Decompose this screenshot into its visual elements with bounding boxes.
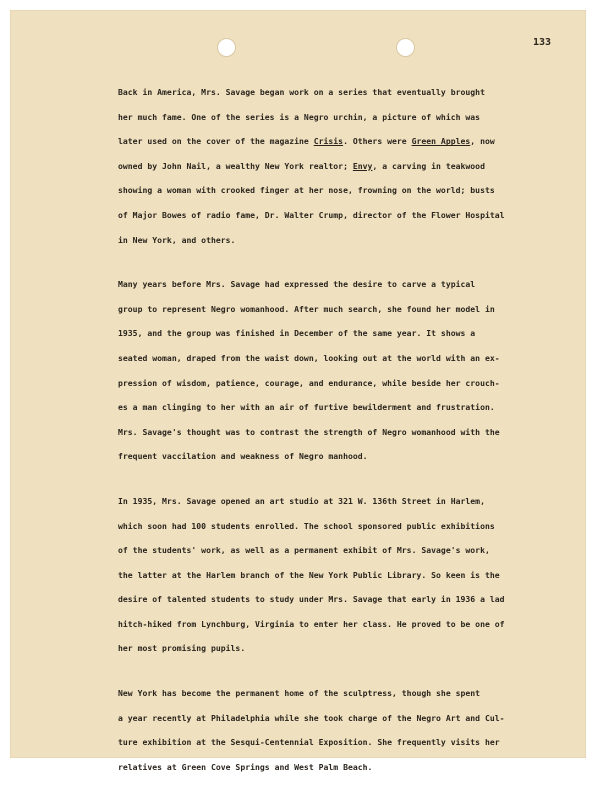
text-line: Mrs. Savage's thought was to contrast the strength of Negro womanhood with the xyxy=(118,426,500,437)
paragraph-4 xyxy=(82,681,542,779)
text-run: owned by John Nail, a wealthy New York realtor; xyxy=(118,160,353,171)
underlined-title: Green Apples xyxy=(411,136,471,147)
text-line: frequent vaccilation and weakness of Negro manhood. xyxy=(118,451,368,462)
text-run: , now xyxy=(470,136,495,147)
text-line: group to represent Negro womanhood. After much search, she found her model in xyxy=(118,303,495,314)
text-line: of the students' work, as well as a permanent exhibit of Mrs. Savage's work, xyxy=(118,545,490,556)
text-line: pression of wisdom, patience, courage, and endurance, while beside her crouch- xyxy=(118,377,500,388)
text-line: In 1935, Mrs. Savage opened an art studio at 321 W. 136th Street in Harlem, xyxy=(118,495,485,506)
text-line: her much fame. One of the series is a Negro urchin, a picture of which was xyxy=(118,111,481,122)
underlined-title: Crisis xyxy=(313,136,344,147)
underlined-title: Envy xyxy=(352,160,373,171)
text-line: 1935, and the group was finished in December of the same year. It shows a xyxy=(118,328,476,339)
text-line: desire of talented students to study under Mrs. Savage that early in 1936 a lad xyxy=(118,594,505,605)
text-run: . Others were xyxy=(343,136,412,147)
text-line: in New York, and others. xyxy=(118,234,236,245)
text-line: Back in America, Mrs. Savage began work on a series that eventually brought xyxy=(118,87,485,97)
text-line: seated woman, draped from the waist down, looking out at the world with an ex- xyxy=(118,352,500,363)
text-line: which soon had 100 students enrolled. The school sponsored public exhibitions xyxy=(118,520,495,531)
text-line: her most promising pupils. xyxy=(118,643,246,654)
text-line: hitch-hiked from Lynchburg, Virginia to enter her class. He proved to be one of xyxy=(118,618,505,629)
text-line xyxy=(82,129,542,154)
paragraph-3 xyxy=(82,489,542,661)
text-line: New York has become the permanent home of the sculptress, though she spent xyxy=(118,688,481,699)
binder-hole-left xyxy=(217,38,236,57)
text-line: es a man clinging to her with an air of furtive bewilderment and frustration. xyxy=(118,402,495,413)
page-number: 133 xyxy=(533,37,552,48)
paragraph-2 xyxy=(82,272,542,469)
paragraph-1 xyxy=(82,80,542,252)
text-line: a year recently at Philadelphia while she took charge of the Negro Art and Cul- xyxy=(118,712,505,723)
text-run: , a carving in teakwood xyxy=(372,160,485,171)
page-body xyxy=(82,80,542,799)
text-line: relatives at Green Cove Springs and West Palm Beach. xyxy=(118,761,373,772)
text-line: of Major Bowes of radio fame, Dr. Walter Crump, director of the Flower Hospital xyxy=(118,209,505,220)
text-line: Many years before Mrs. Savage had expressed the desire to carve a typical xyxy=(118,279,476,290)
binder-hole-right xyxy=(396,38,415,57)
text-line xyxy=(82,154,542,179)
text-line: the latter at the Harlem branch of the New York Public Library. So keen is the xyxy=(118,569,500,580)
text-line: showing a woman with crooked finger at her nose, frowning on the world; busts xyxy=(118,185,495,196)
typed-manuscript-page xyxy=(10,10,586,772)
text-run: later used on the cover of the magazine xyxy=(118,136,314,147)
text-line: ture exhibition at the Sesqui-Centennial Exposition. She frequently visits her xyxy=(118,737,500,748)
